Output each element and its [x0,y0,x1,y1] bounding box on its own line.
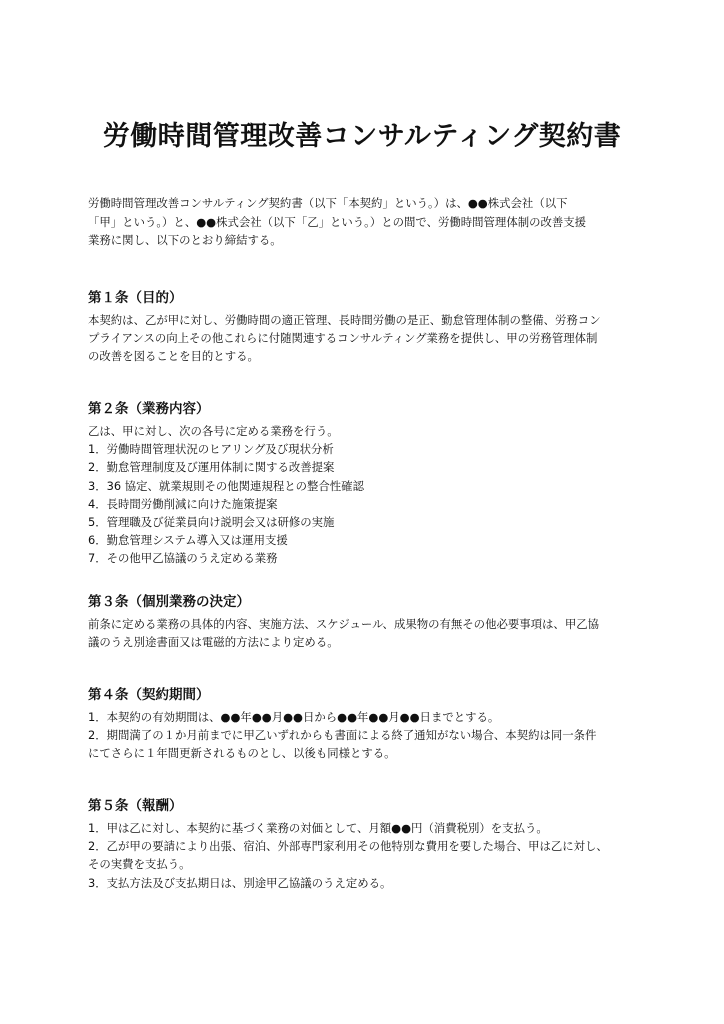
article-3 [88,593,648,651]
article-line: 議のうえ別途書面又は電磁的方法により定める。 [88,635,339,650]
list-item: 2．勤怠管理制度及び運用体制に関する改善提案 [88,460,335,475]
article-body [88,311,648,366]
article-1 [88,289,648,366]
article-heading: 第２条（業務内容） [88,401,210,417]
article-line: プライアンスの向上その他これらに付随関連するコンサルティング業務を提供し、甲の労務管理体制 [88,331,598,346]
list-item: 6．勤怠管理システム導入又は運用支援 [88,533,288,548]
list-item: 4．長時間労働削減に向けた施策提案 [88,496,278,511]
article-2 [88,400,648,568]
list-item: 1．労働時間管理状況のヒアリング及び現状分析 [88,442,334,457]
list-item: 2．期間満了の１か月前までに甲乙いずれからも書面による終了通知がない場合、本契約は同一条件 [88,728,597,743]
list-item: 5．管理職及び従業員向け説明会又は研修の実施 [88,515,335,530]
article-line: 本契約は、乙が甲に対し、労働時間の適正管理、長時間労働の是正、勤怠管理体制の整備、労務コン [88,313,601,327]
article-body [88,615,648,651]
list-item: 7．その他甲乙協議のうえ定める業務 [88,551,278,566]
article-line: にてさらに１年間更新されるものとし、以後も同様とする。 [88,746,396,761]
intro-line: 「甲」という。）と、●●株式会社（以下「乙」という。）との間で、労働時間管理体制の改善支援 [88,214,587,229]
article-heading: 第４条（契約期間） [88,687,210,703]
list-item: 2．乙が甲の要請により出張、宿泊、外部専門家利用その他特別な費用を要した場合、甲は乙に対し、 [88,839,608,854]
article-4 [88,686,648,763]
list-item: 3．支払方法及び支払期日は、別途甲乙協議のうえ定める。 [88,875,392,890]
article-heading: 第３条（個別業務の決定） [88,594,250,610]
article-body [88,708,648,763]
list-item: 1．本契約の有効期間は、●●年●●月●●日から●●年●●月●●日までとする。 [88,710,500,724]
article-line: その実費を支払う。 [88,857,191,872]
intro-line: 業務に関し、以下のとおり締結する。 [88,233,282,247]
article-line: の改善を図ることを目的とする。 [88,349,259,364]
article-5 [88,797,648,892]
article-body [88,819,648,892]
intro-paragraph [88,194,648,250]
document-title: 労働時間管理改善コンサルティング契約書 [102,121,622,152]
article-heading: 第５条（報酬） [88,798,183,814]
article-line: 乙は、甲に対し、次の各号に定める業務を行う。 [88,424,339,438]
article-heading: 第１条（目的） [88,290,183,306]
intro-line: 労働時間管理改善コンサルティング契約書（以下「本契約」という。）は、●●株式会社（以下 [88,196,568,210]
list-item: 3．36 協定、就業規則その他関連規程との整合性確認 [88,478,364,493]
list-item: 1．甲は乙に対し、本契約に基づく業務の対価として、月額●●円（消費税別）を支払う。 [88,821,548,835]
article-line: 前条に定める業務の具体的内容、実施方法、スケジュール、成果物の有無その他必要事項は、甲乙協 [88,617,599,631]
article-body [88,422,648,568]
